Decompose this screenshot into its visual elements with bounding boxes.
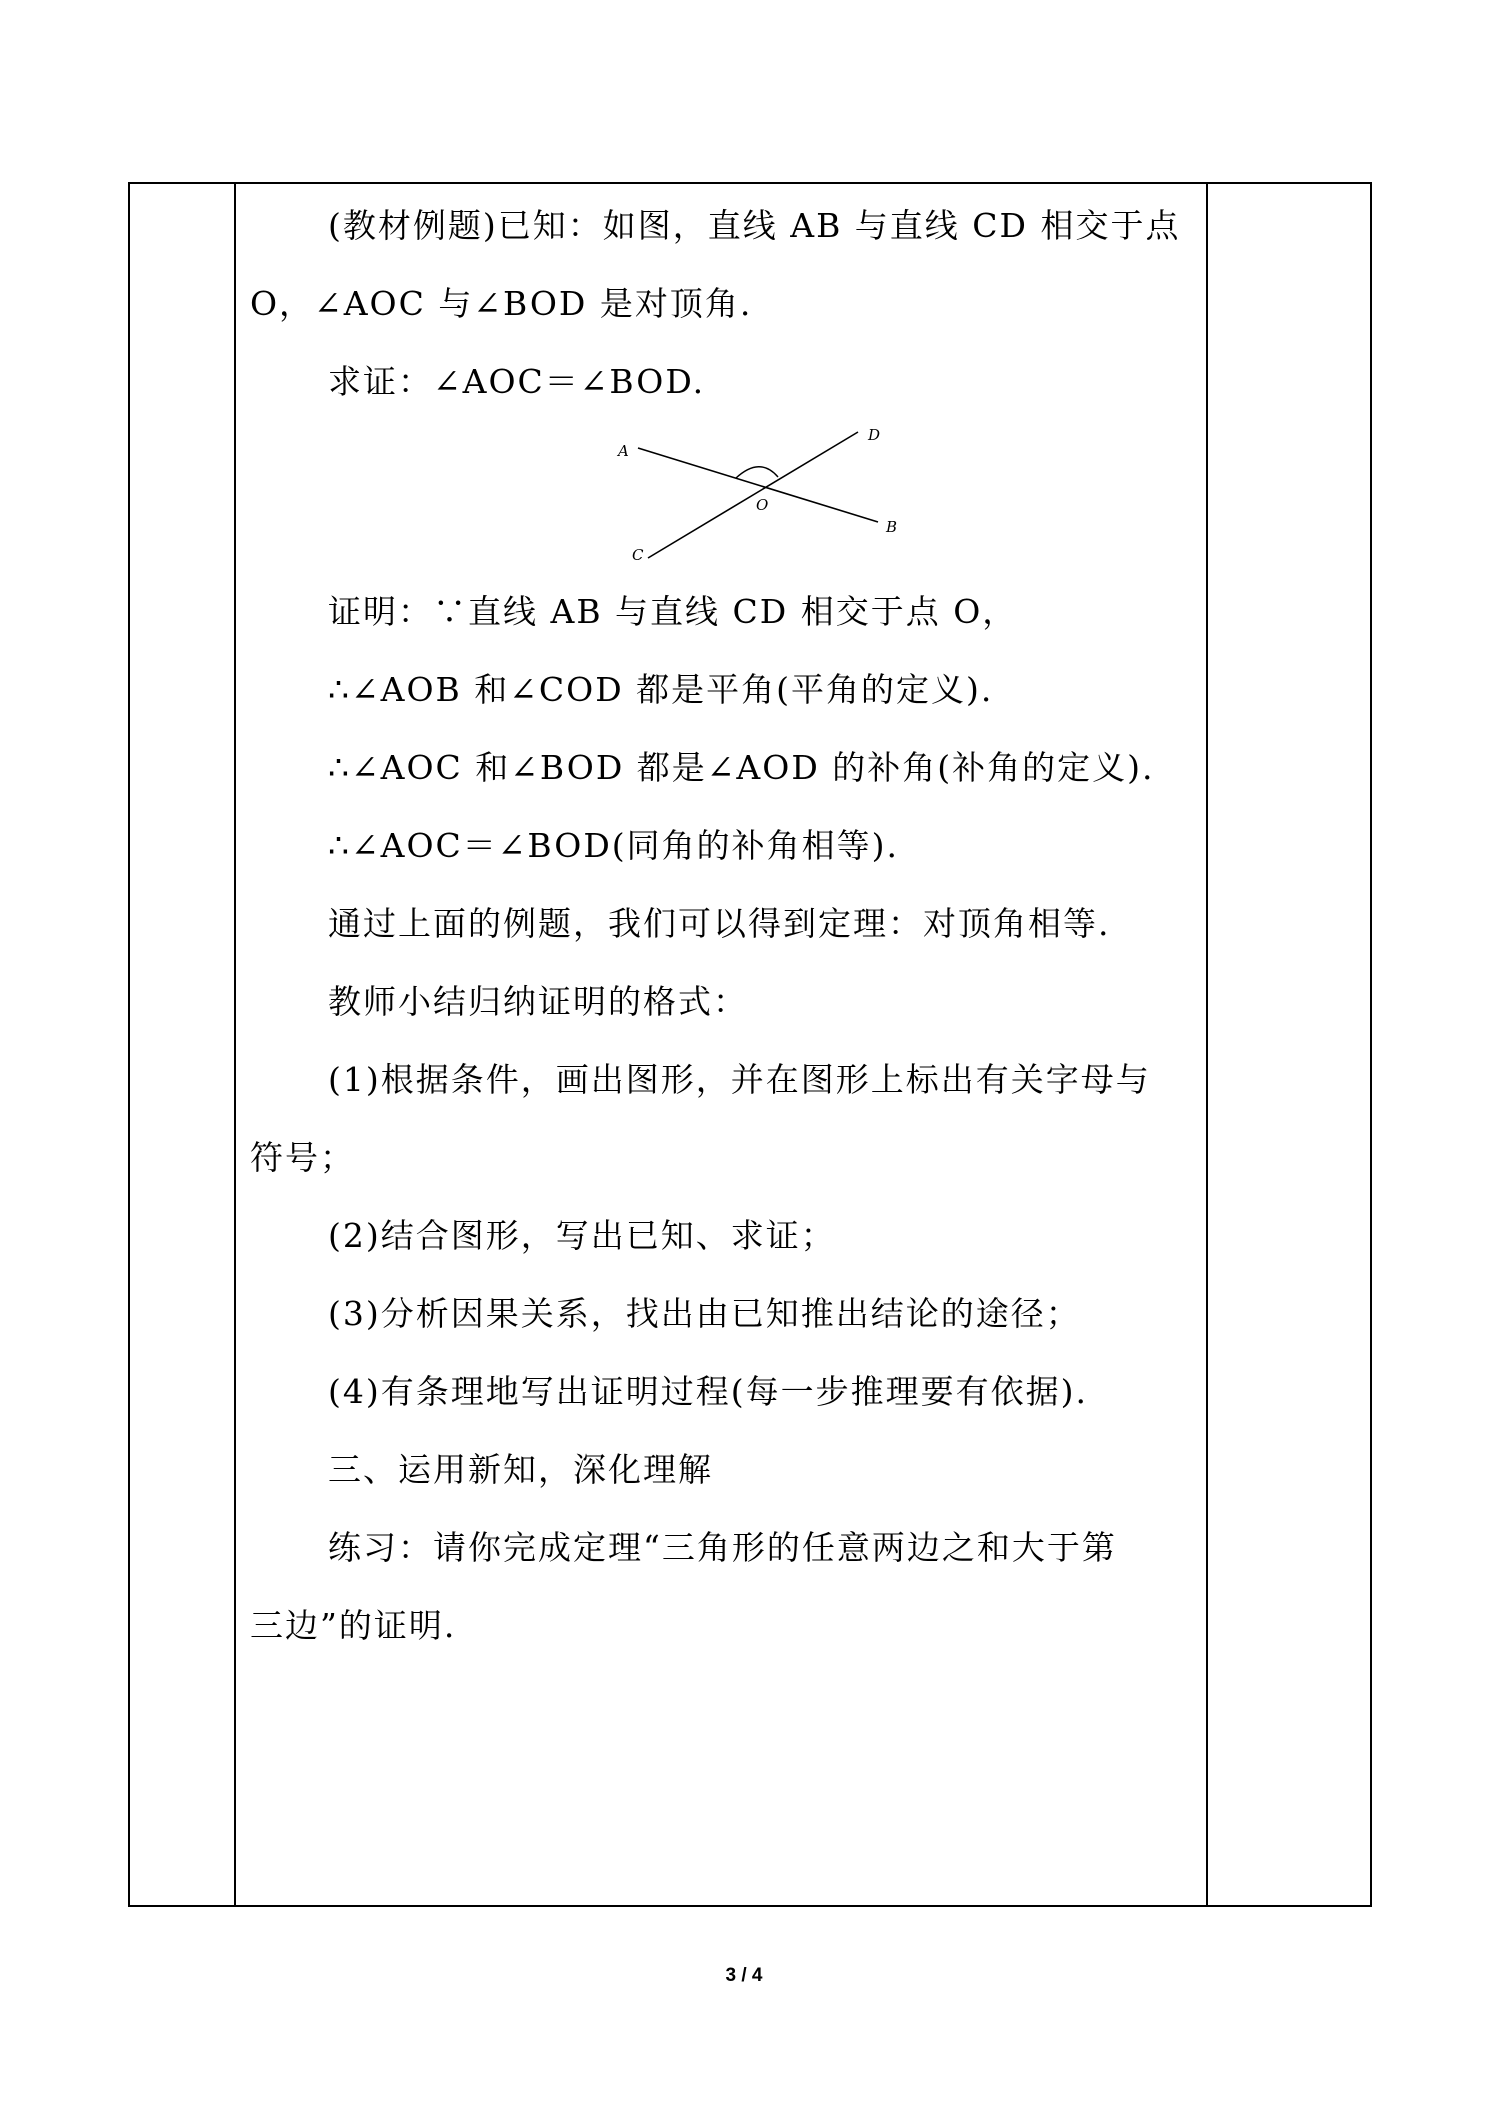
vertical-angles-figure	[610, 418, 910, 568]
page-number: 3 / 4	[725, 1965, 763, 1986]
label-c: C	[632, 546, 644, 564]
step-2-line: (2)结合图形，写出已知、求证；	[328, 1216, 836, 1255]
table-column-divider-right	[1206, 184, 1208, 1905]
theorem-line: 通过上面的例题，我们可以得到定理：对顶角相等.	[328, 904, 1111, 943]
proof-line-4: ∴∠AOC＝∠BOD(同角的补角相等).	[328, 826, 900, 865]
to-prove-line: 求证：∠AOC＝∠BOD.	[328, 362, 706, 401]
label-o: O	[756, 496, 769, 514]
step-3-line: (3)分析因果关系，找出由已知推出结论的途径；	[328, 1294, 1081, 1333]
step-4-line: (4)有条理地写出证明过程(每一步推理要有依据).	[328, 1372, 1088, 1411]
summary-heading: 教师小结归纳证明的格式：	[328, 982, 748, 1021]
step-1-line-2: 符号；	[250, 1138, 355, 1177]
step-1-line-1: (1)根据条件，画出图形，并在图形上标出有关字母与	[328, 1060, 1151, 1099]
example-given-line-2: O，∠AOC 与∠BOD 是对顶角.	[250, 284, 753, 323]
label-a: A	[618, 442, 629, 460]
table-column-divider-left	[234, 184, 236, 1905]
angle-arc	[736, 467, 778, 478]
example-given-line-1: (教材例题)已知：如图，直线 AB 与直线 CD 相交于点	[328, 206, 1181, 245]
exercise-line-2: 三边”的证明.	[250, 1606, 457, 1645]
section-heading: 三、运用新知，深化理解	[328, 1450, 713, 1489]
line-cd	[648, 432, 858, 558]
label-b: B	[886, 518, 898, 536]
exercise-line-1: 练习：请你完成定理“三角形的任意两边之和大于第	[328, 1528, 1117, 1567]
proof-line-3: ∴∠AOC 和∠BOD 都是∠AOD 的补角(补角的定义).	[328, 748, 1155, 787]
proof-line-1: 证明：∵直线 AB 与直线 CD 相交于点 O，	[328, 592, 1018, 631]
label-d: D	[868, 426, 881, 444]
proof-line-2: ∴∠AOB 和∠COD 都是平角(平角的定义).	[328, 670, 994, 709]
